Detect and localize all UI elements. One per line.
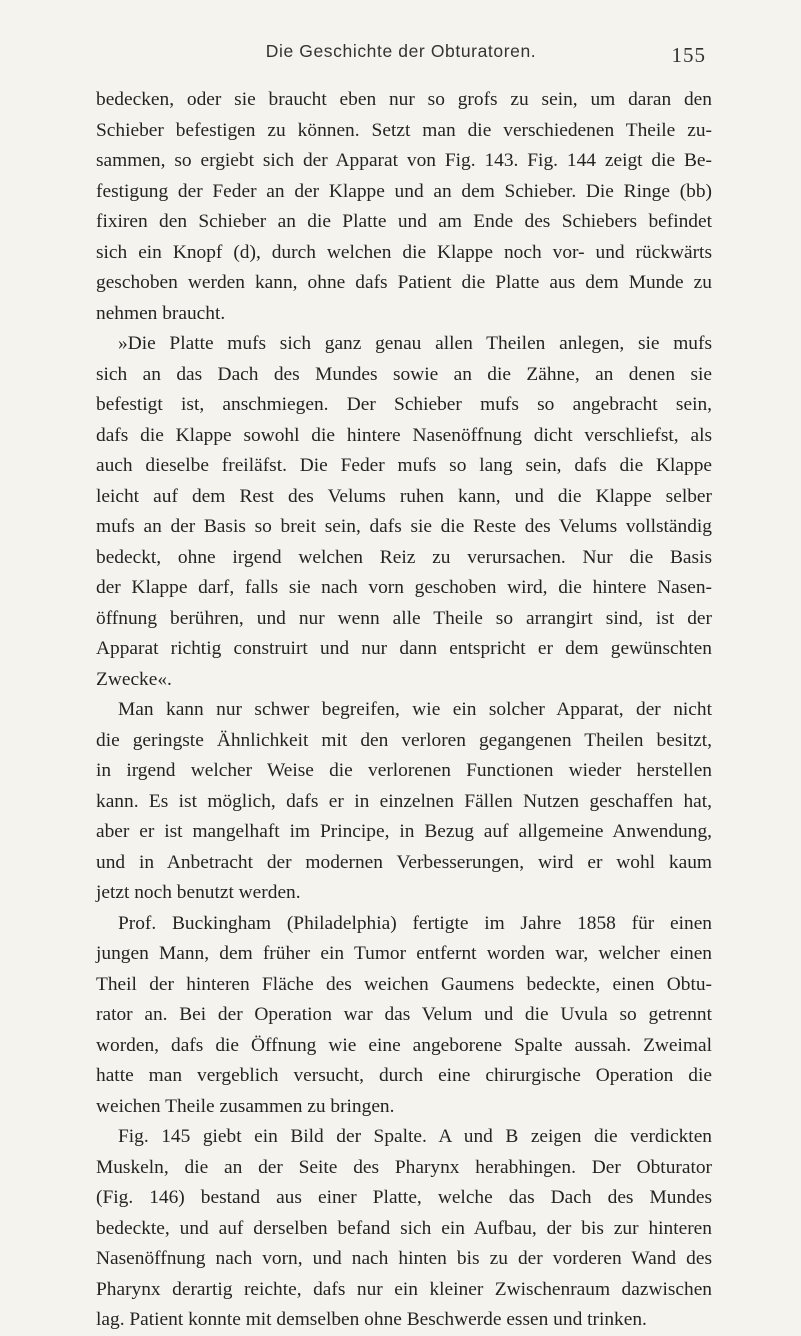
- text-line: Fig. 145 giebt ein Bild der Spalte. A und B zeigen die verdickten: [118, 1126, 712, 1147]
- text-line: Apparat richtig construirt und nur dann entspricht er dem gewünschten: [96, 638, 712, 659]
- text-line: Muskeln, die an der Seite des Pharynx herabhingen. Der Obturator: [96, 1156, 712, 1178]
- text-line: sich an das Dach des Mundes sowie an die Zähne, an denen sie: [96, 363, 712, 385]
- text-line: bedecken, oder sie braucht eben nur so grofs zu sein, um daran den: [96, 89, 712, 110]
- text-line: Theil der hinteren Fläche des weichen Gaumens bedeckte, einen Obtu-: [96, 973, 712, 995]
- text-line: öffnung berühren, und nur wenn alle Theile so arrangirt sind, ist der: [96, 607, 712, 629]
- paragraph: [96, 695, 712, 909]
- running-title: Die Geschichte der Obturatoren.: [265, 41, 537, 61]
- text-line: Man kann nur schwer begreifen, wie ein solcher Apparat, der nicht: [118, 699, 712, 720]
- text-line: nehmen braucht.: [96, 302, 226, 324]
- text-line: und in Anbetracht der modernen Verbesserungen, wird er wohl kaum: [96, 851, 712, 873]
- text-line: hatte man vergeblich versucht, durch eine chirurgische Operation die: [96, 1065, 712, 1086]
- text-line: in irgend welcher Weise die verlorenen Functionen wieder herstellen: [96, 760, 712, 781]
- text-line: jetzt noch benutzt werden.: [96, 882, 301, 903]
- text-line: der Klappe darf, falls sie nach vorn geschoben wird, die hintere Nasen-: [96, 577, 712, 598]
- text-line: »Die Platte mufs sich ganz genau allen Theilen anlegen, sie mufs: [118, 333, 712, 354]
- body-text: [96, 85, 712, 1336]
- text-line: bedeckt, ohne irgend welchen Reiz zu verursachen. Nur die Basis: [96, 546, 712, 568]
- text-line: bedeckte, und auf derselben befand sich ein Aufbau, der bis zur hinteren: [96, 1217, 712, 1239]
- text-line: rator an. Bei der Operation war das Velum und die Uvula so getrennt: [96, 1004, 712, 1025]
- page-number: 155: [671, 43, 706, 67]
- text-line: lag. Patient konnte mit demselben ohne Beschwerde essen und trinken.: [96, 1309, 647, 1330]
- text-line: Pharynx derartig reichte, dafs nur ein kleiner Zwischenraum dazwischen: [96, 1278, 712, 1300]
- text-line: die geringste Ähnlichkeit mit den verloren gegangenen Theilen besitzt,: [96, 729, 712, 751]
- text-line: sammen, so ergiebt sich der Apparat von Fig. 143. Fig. 144 zeigt die Be-: [96, 150, 712, 171]
- text-line: weichen Theile zusammen zu bringen.: [96, 1095, 395, 1117]
- text-line: sich ein Knopf (d), durch welchen die Klappe noch vor- und rückwärts: [96, 241, 712, 263]
- paragraph: [96, 85, 712, 329]
- text-line: worden, dafs die Öffnung wie eine angeborene Spalte aussah. Zweimal: [96, 1034, 712, 1056]
- text-line: kann. Es ist möglich, dafs er in einzelnen Fällen Nutzen geschaffen hat,: [96, 790, 712, 812]
- running-head: [96, 41, 706, 71]
- text-line: Nasenöffnung nach vorn, und nach hinten bis zu der vorderen Wand des: [96, 1248, 712, 1269]
- text-line: aber er ist mangelhaft im Principe, in Bezug auf allgemeine Anwendung,: [96, 821, 712, 842]
- text-line: geschoben werden kann, ohne dafs Patient die Platte aus dem Munde zu: [96, 272, 712, 293]
- paragraph: [96, 909, 712, 1123]
- paragraph: [96, 329, 712, 695]
- text-line: mufs an der Basis so breit sein, dafs sie die Reste des Velums vollständig: [96, 516, 712, 537]
- text-line: jungen Mann, dem früher ein Tumor entfernt worden war, welcher einen: [96, 943, 712, 964]
- text-line: befestigt ist, anschmiegen. Der Schieber mufs so angebracht sein,: [96, 394, 712, 415]
- text-line: auch dieselbe freiläfst. Die Feder mufs so lang sein, dafs die Klappe: [96, 455, 712, 476]
- text-line: (Fig. 146) bestand aus einer Platte, welche das Dach des Mundes: [96, 1187, 712, 1208]
- text-line: Schieber befestigen zu können. Setzt man die verschiedenen Theile zu-: [96, 119, 712, 141]
- text-line: Prof. Buckingham (Philadelphia) fertigte im Jahre 1858 für einen: [118, 912, 712, 934]
- text-line: Zwecke«.: [96, 668, 172, 690]
- text-line: leicht auf dem Rest des Velums ruhen kann, und die Klappe selber: [96, 485, 712, 507]
- text-line: dafs die Klappe sowohl die hintere Nasenöffnung dicht verschliefst, als: [96, 424, 712, 446]
- text-line: fixiren den Schieber an die Platte und am Ende des Schiebers befindet: [96, 211, 712, 232]
- paragraph: [96, 1122, 712, 1336]
- text-line: festigung der Feder an der Klappe und an dem Schieber. Die Ringe (bb): [96, 180, 712, 202]
